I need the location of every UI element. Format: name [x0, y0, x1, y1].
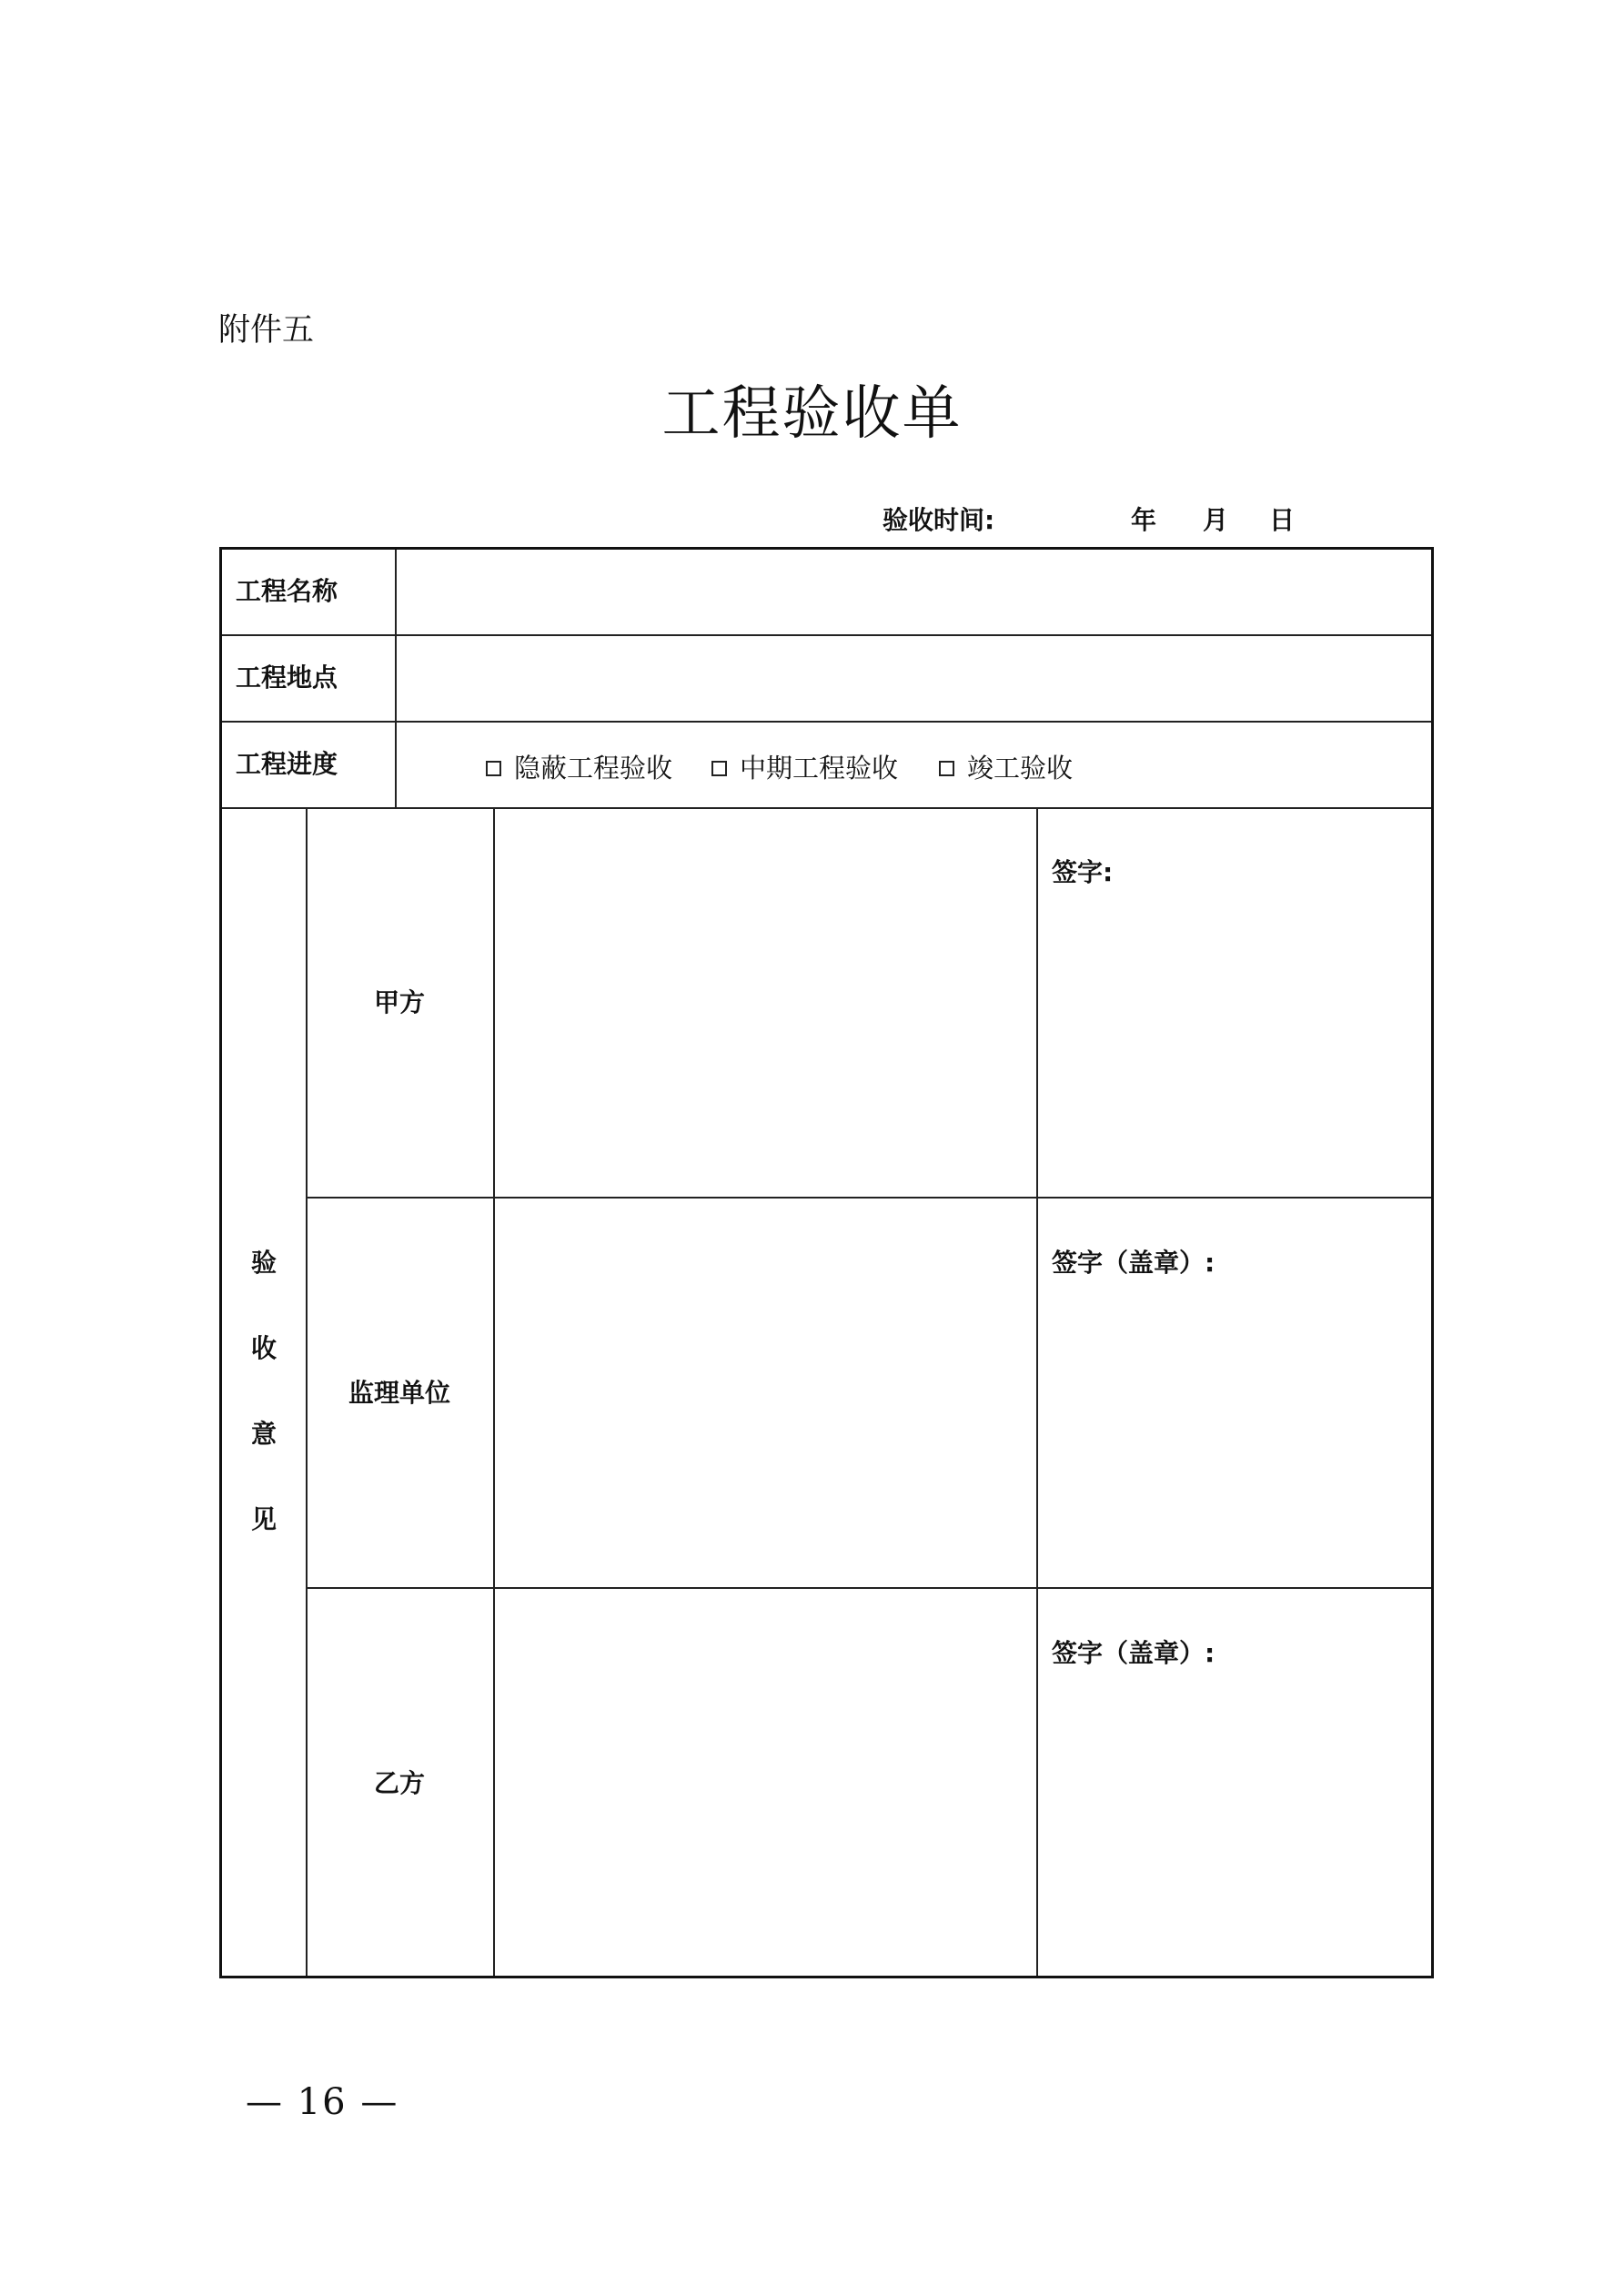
opinion-label-char: 验	[250, 1248, 277, 1278]
progress-option-concealed[interactable]	[486, 750, 672, 786]
checkbox-icon[interactable]	[486, 761, 501, 776]
progress-option-label: 隐蔽工程验收	[514, 753, 673, 784]
party-a-signature-label: 签字:	[1052, 857, 1114, 887]
checkbox-icon[interactable]	[711, 761, 727, 776]
opinion-label-char: 收	[250, 1333, 277, 1363]
project-progress-label: 工程进度	[236, 749, 338, 779]
month-label: 月	[1203, 505, 1229, 535]
page-number: — 16 —	[246, 2081, 399, 2123]
progress-option-label: 中期工程验收	[740, 753, 899, 784]
year-label: 年	[1131, 505, 1157, 535]
attachment-label: 附件五	[218, 312, 315, 349]
document-title: 工程验收单	[661, 380, 963, 448]
party-a-label: 甲方	[373, 987, 425, 1017]
opinion-label-char: 意	[250, 1419, 277, 1449]
project-location-label: 工程地点	[236, 663, 338, 693]
checkbox-icon[interactable]	[939, 761, 954, 776]
progress-option-completion[interactable]	[939, 750, 1073, 786]
opinion-label-char: 见	[250, 1504, 277, 1534]
project-name-label: 工程名称	[236, 576, 338, 606]
party-b-signature-label: 签字（盖章）:	[1052, 1638, 1215, 1668]
acceptance-form-table	[219, 547, 1434, 1978]
progress-option-label: 竣工验收	[967, 753, 1074, 784]
supervisor-label: 监理单位	[348, 1378, 450, 1408]
party-b-label: 乙方	[373, 1768, 425, 1798]
progress-option-midterm[interactable]	[711, 750, 898, 786]
day-label: 日	[1269, 505, 1296, 535]
supervisor-signature-label: 签字（盖章）:	[1052, 1248, 1215, 1278]
acceptance-date-label: 验收时间:	[883, 505, 995, 535]
